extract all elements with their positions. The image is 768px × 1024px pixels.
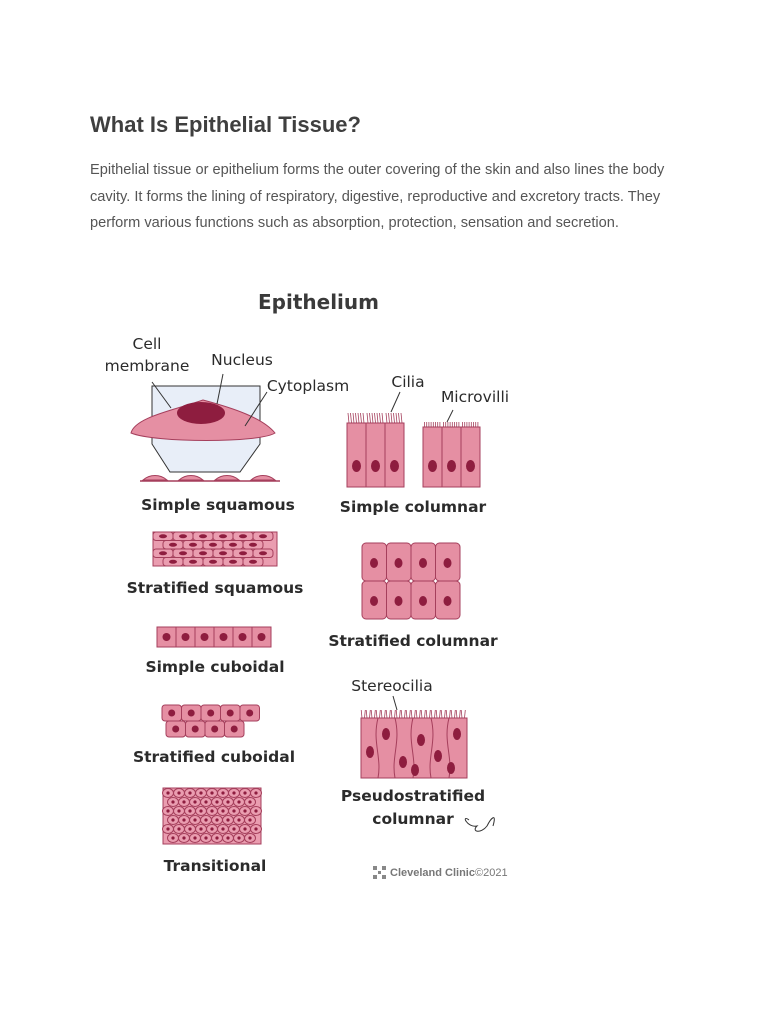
pseudostratified-illustration (361, 710, 467, 778)
label-transitional: Transitional (163, 857, 267, 875)
credit-brand: Cleveland Clinic (390, 867, 475, 879)
squamous-cell-illustration (131, 386, 280, 481)
stratified-squamous-illustration (153, 532, 277, 566)
cleveland-clinic-logo-icon (373, 866, 386, 879)
label-stratified-columnar: Stratified columnar (328, 632, 498, 650)
figure-title: Epithelium (258, 290, 379, 314)
label-simple-cuboidal: Simple cuboidal (145, 658, 285, 676)
stratified-columnar-illustration (362, 543, 460, 619)
stereocilia-leader (393, 696, 397, 710)
label-stratified-squamous: Stratified squamous (126, 579, 304, 597)
simple-columnar-illustration (347, 413, 480, 487)
microvilli-callout: Microvilli (440, 388, 510, 406)
page-title: What Is Epithelial Tissue? (90, 112, 361, 137)
microvilli-leader (447, 410, 453, 422)
label-simple-squamous: Simple squamous (141, 496, 295, 514)
label-stratified-cuboidal: Stratified cuboidal (132, 748, 296, 766)
credit-year: ©2021 (475, 867, 508, 879)
label-simple-columnar: Simple columnar (339, 498, 487, 516)
cilia-callout: Cilia (391, 373, 425, 391)
intro-paragraph: Epithelial tissue or epithelium forms the outer covering of the skin and also lines the body cavity. It forms the lining of respiratory, digestive, reproductive and excretory tracts. They perform various functions such as absorption, protection, sensation and secretion. (90, 162, 665, 231)
label-pseudostratified-line1: Pseudostratified (340, 787, 486, 805)
cell-membrane-callout-line2: membrane (104, 357, 190, 375)
cytoplasm-callout: Cytoplasm (266, 377, 350, 395)
transitional-illustration (163, 788, 262, 844)
epithelium-figure (95, 282, 535, 890)
nucleus-callout: Nucleus (211, 351, 273, 369)
cell-membrane-callout-line1: Cell (132, 335, 162, 353)
cilia-leader (391, 392, 400, 412)
label-pseudostratified-line2: columnar (372, 810, 454, 828)
stereocilia-callout: Stereocilia (351, 677, 433, 695)
stratified-cuboidal-illustration (162, 705, 260, 737)
simple-cuboidal-illustration (157, 627, 271, 647)
artist-signature-mark (465, 818, 494, 832)
